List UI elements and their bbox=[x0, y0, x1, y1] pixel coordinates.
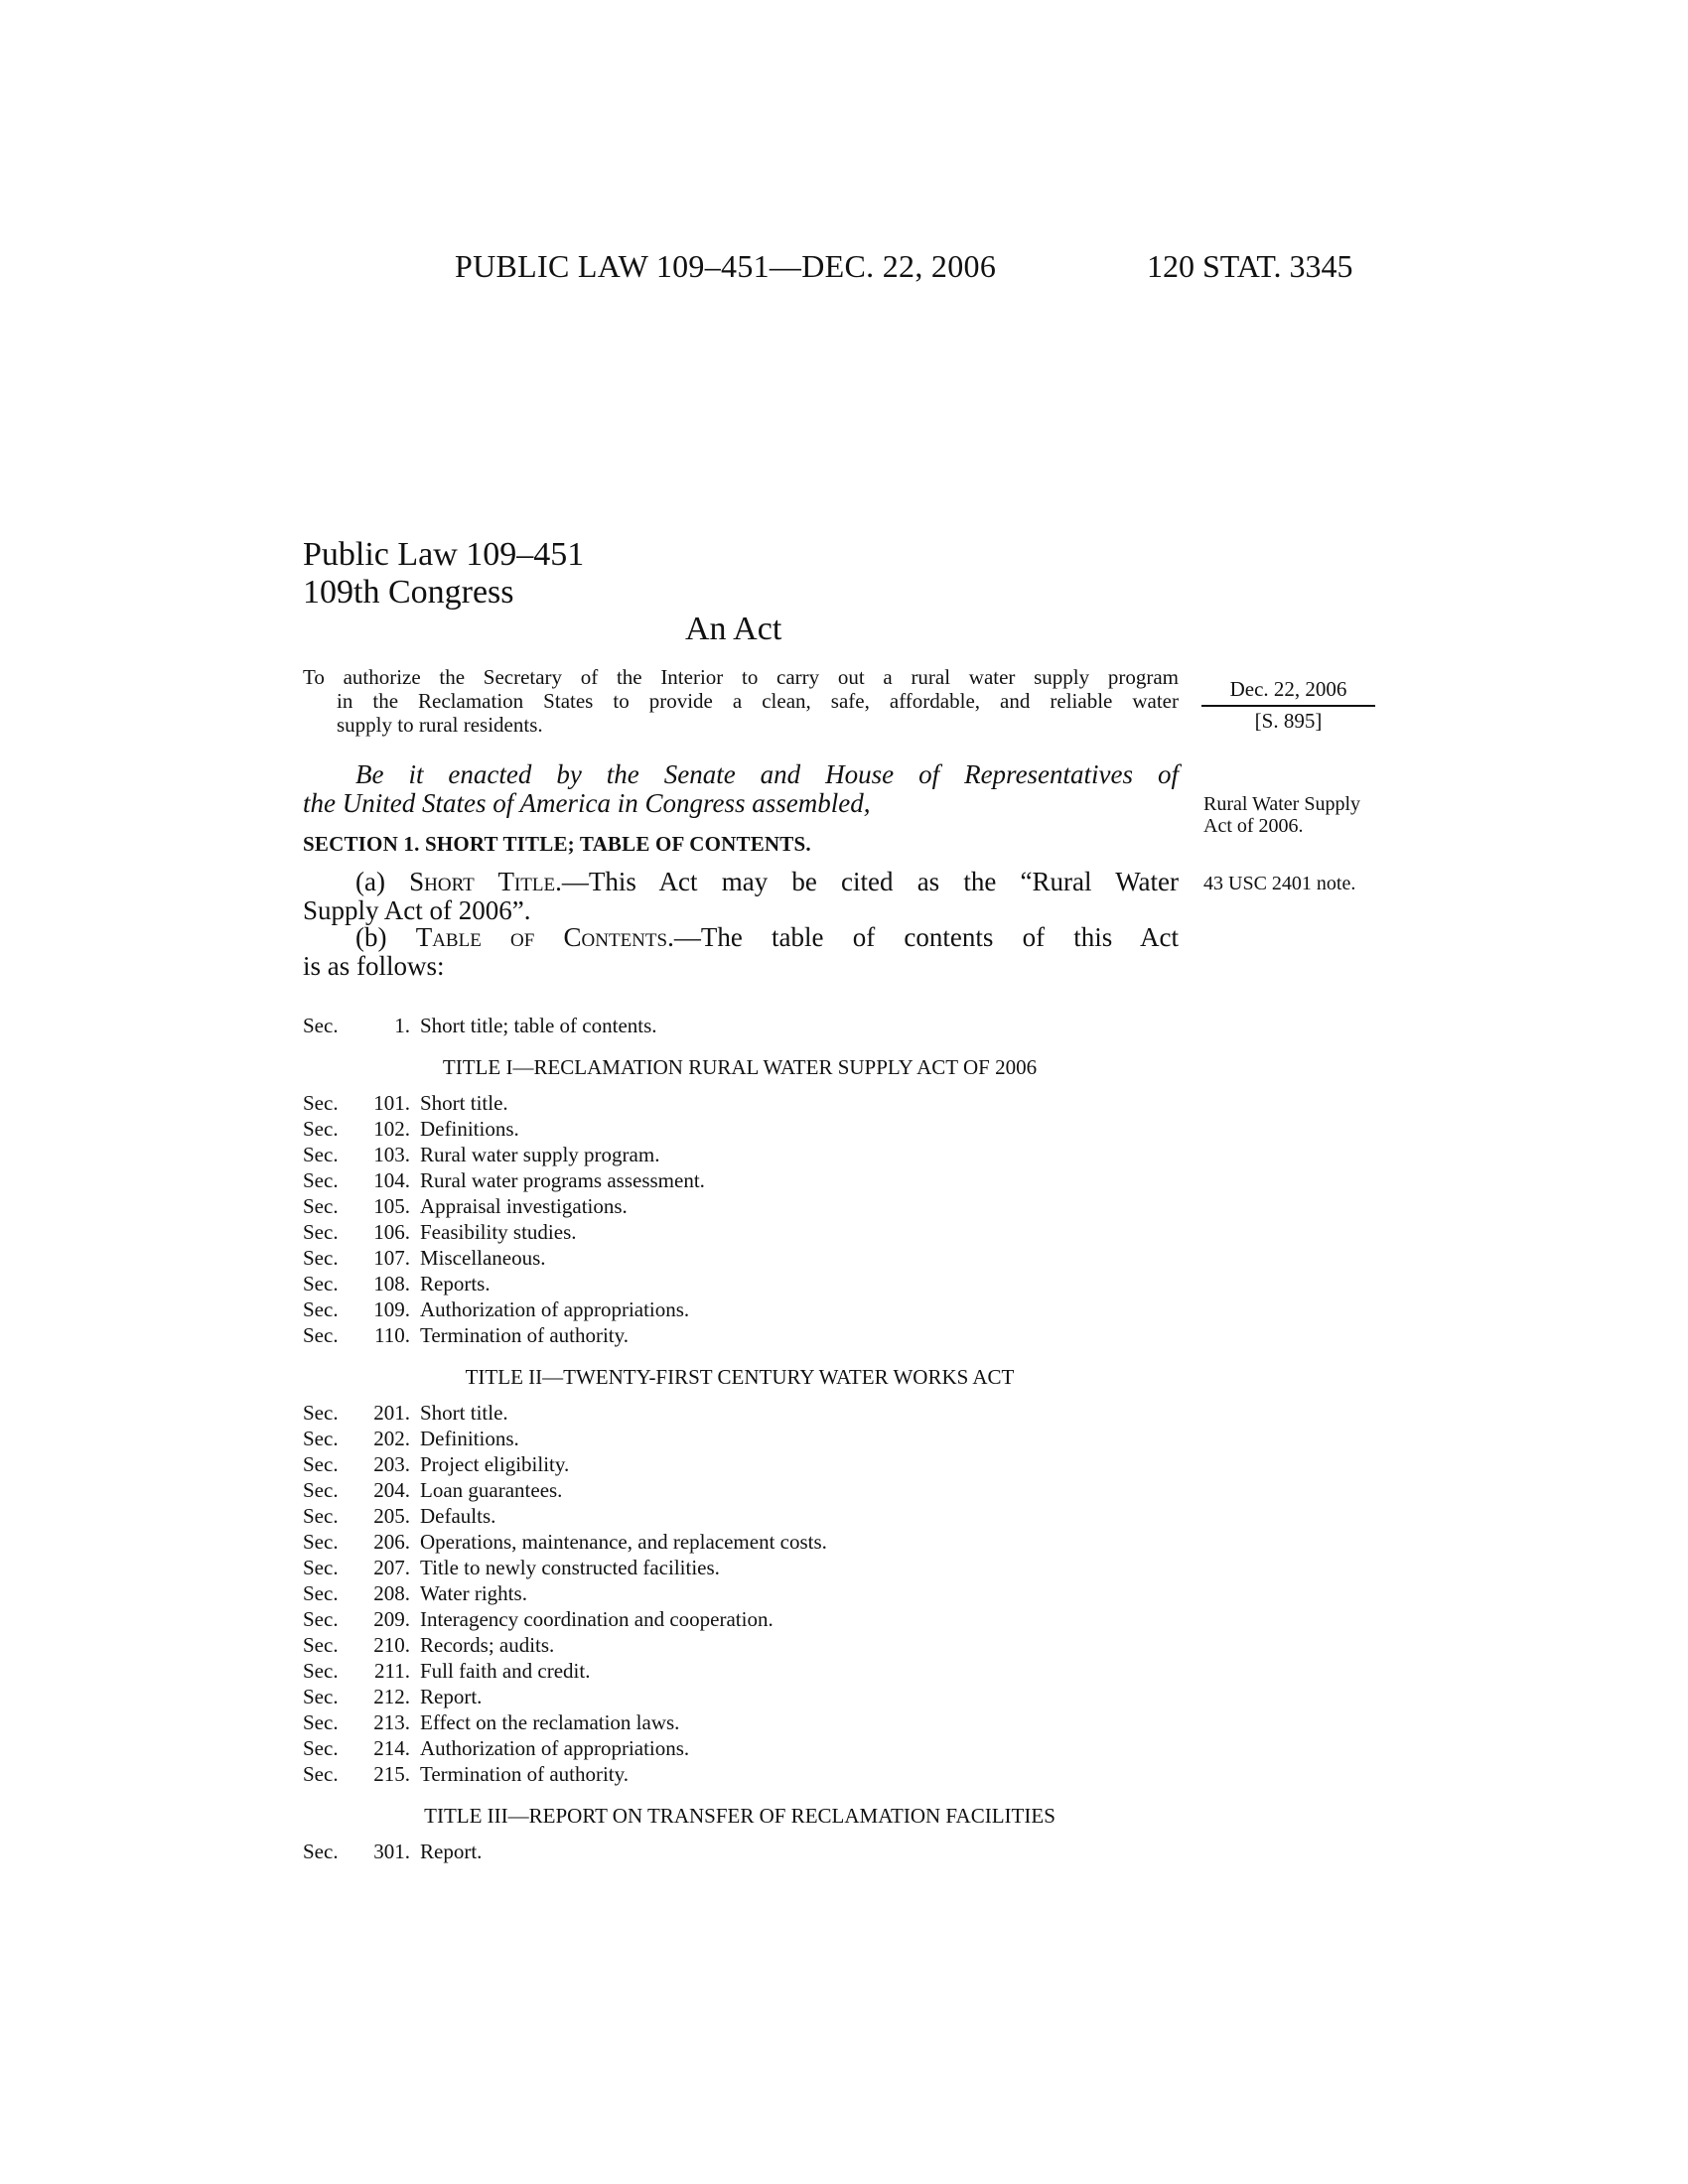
toc-title-heading: TITLE II—TWENTY-FIRST CENTURY WATER WORKS ACT bbox=[465, 1365, 1015, 1389]
toc-entry bbox=[303, 1529, 1196, 1555]
toc-title-heading-row bbox=[303, 1803, 1196, 1829]
toc-entry bbox=[303, 1684, 1196, 1709]
paragraph-b-label-open: (b) bbox=[355, 922, 416, 952]
an-act-heading: An Act bbox=[685, 611, 782, 647]
toc-entry bbox=[303, 1658, 1196, 1684]
toc-sec-prefix: Sec. bbox=[303, 1762, 339, 1786]
toc-section-number: 301. bbox=[373, 1840, 410, 1863]
toc-section-title: Authorization of appropriations. bbox=[420, 1297, 690, 1321]
paragraph-a-label-open: (a) bbox=[355, 867, 410, 896]
section-1-heading: SECTION 1. SHORT TITLE; TABLE OF CONTENTS. bbox=[303, 832, 811, 856]
toc-entry bbox=[303, 1013, 1196, 1038]
toc-section-number: 211. bbox=[374, 1659, 410, 1683]
table-of-contents bbox=[303, 1013, 1196, 1864]
toc-section-title: Appraisal investigations. bbox=[420, 1194, 628, 1218]
toc-section-number: 208. bbox=[373, 1581, 410, 1605]
running-header-stat-page: 120 STAT. 3345 bbox=[1147, 248, 1353, 284]
toc-sec-prefix: Sec. bbox=[303, 1014, 339, 1037]
paragraph-a-short-title bbox=[303, 868, 1179, 925]
toc-spacer bbox=[303, 1787, 1196, 1803]
toc-title-heading: TITLE I—RECLAMATION RURAL WATER SUPPLY ACT OF 2006 bbox=[442, 1055, 1038, 1079]
toc-section-number: 212. bbox=[373, 1685, 410, 1708]
toc-entry bbox=[303, 1116, 1196, 1142]
paragraph-b-text: .—The table of contents of this Act bbox=[667, 922, 1180, 952]
toc-section-title: Authorization of appropriations. bbox=[420, 1736, 690, 1760]
toc-sec-prefix: Sec. bbox=[303, 1168, 339, 1192]
toc-section-number: 1. bbox=[394, 1014, 410, 1037]
running-header-law-date: PUBLIC LAW 109–451—DEC. 22, 2006 bbox=[455, 248, 997, 284]
toc-sec-prefix: Sec. bbox=[303, 1401, 339, 1425]
toc-entry bbox=[303, 1735, 1196, 1761]
toc-sec-prefix: Sec. bbox=[303, 1607, 339, 1631]
paragraph-b-table-of-contents bbox=[303, 923, 1179, 981]
toc-sec-prefix: Sec. bbox=[303, 1478, 339, 1502]
toc-section-number: 214. bbox=[373, 1736, 410, 1760]
toc-section-number: 107. bbox=[373, 1246, 410, 1270]
toc-sec-prefix: Sec. bbox=[303, 1194, 339, 1218]
margin-approval-date: Dec. 22, 2006 bbox=[1201, 677, 1375, 707]
toc-spacer bbox=[303, 1829, 1196, 1839]
toc-sec-prefix: Sec. bbox=[303, 1556, 339, 1579]
toc-entry bbox=[303, 1477, 1196, 1503]
toc-section-number: 204. bbox=[373, 1478, 410, 1502]
toc-section-title: Water rights. bbox=[420, 1581, 527, 1605]
toc-entry bbox=[303, 1606, 1196, 1632]
toc-sec-prefix: Sec. bbox=[303, 1504, 339, 1528]
toc-section-title: Rural water supply program. bbox=[420, 1143, 660, 1166]
toc-section-title: Definitions. bbox=[420, 1427, 519, 1450]
enacting-clause bbox=[303, 760, 1179, 818]
toc-section-title: Short title. bbox=[420, 1091, 508, 1115]
toc-entry bbox=[303, 1709, 1196, 1735]
toc-entry bbox=[303, 1142, 1196, 1167]
toc-section-number: 105. bbox=[373, 1194, 410, 1218]
paragraph-b-line: is as follows: bbox=[303, 951, 445, 981]
toc-sec-prefix: Sec. bbox=[303, 1323, 339, 1347]
toc-section-title: Termination of authority. bbox=[420, 1762, 630, 1786]
toc-section-title: Interagency coordination and cooperation. bbox=[420, 1607, 774, 1631]
toc-section-title: Definitions. bbox=[420, 1117, 519, 1141]
toc-section-number: 109. bbox=[373, 1297, 410, 1321]
margin-usc-note: 43 USC 2401 note. bbox=[1203, 873, 1356, 894]
purpose-line: supply to rural residents. bbox=[337, 713, 543, 737]
toc-section-title: Effect on the reclamation laws. bbox=[420, 1710, 680, 1734]
toc-section-number: 215. bbox=[373, 1762, 410, 1786]
toc-title-heading-row bbox=[303, 1364, 1196, 1390]
toc-section-title: Full faith and credit. bbox=[420, 1659, 591, 1683]
toc-section-title: Miscellaneous. bbox=[420, 1246, 546, 1270]
toc-sec-prefix: Sec. bbox=[303, 1091, 339, 1115]
toc-section-title: Feasibility studies. bbox=[420, 1220, 577, 1244]
paragraph-b-label: Table of Contents bbox=[415, 922, 668, 952]
margin-short-title-note: Rural Water Supply Act of 2006. bbox=[1203, 793, 1360, 837]
toc-section-number: 102. bbox=[373, 1117, 410, 1141]
toc-section-title: Termination of authority. bbox=[420, 1323, 630, 1347]
toc-section-number: 213. bbox=[373, 1710, 410, 1734]
toc-section-title: Report. bbox=[420, 1685, 483, 1708]
enacting-line: the United States of America in Congress assembled, bbox=[303, 788, 871, 818]
toc-entry bbox=[303, 1090, 1196, 1116]
toc-section-number: 104. bbox=[373, 1168, 410, 1192]
toc-section-number: 110. bbox=[374, 1323, 410, 1347]
purpose-statement bbox=[303, 665, 1179, 737]
toc-entry bbox=[303, 1193, 1196, 1219]
toc-section-title: Rural water programs assessment. bbox=[420, 1168, 705, 1192]
toc-title-heading: TITLE III—REPORT ON TRANSFER OF RECLAMATION FACILITIES bbox=[424, 1804, 1055, 1828]
toc-section-number: 108. bbox=[373, 1272, 410, 1296]
toc-sec-prefix: Sec. bbox=[303, 1581, 339, 1605]
toc-sec-prefix: Sec. bbox=[303, 1736, 339, 1760]
paragraph-a-line: Supply Act of 2006”. bbox=[303, 895, 531, 925]
toc-sec-prefix: Sec. bbox=[303, 1143, 339, 1166]
toc-sec-prefix: Sec. bbox=[303, 1220, 339, 1244]
purpose-line: in the Reclamation States to provide a clean, safe, affordable, and reliable water bbox=[337, 689, 1179, 713]
toc-section-number: 206. bbox=[373, 1530, 410, 1554]
toc-sec-prefix: Sec. bbox=[303, 1685, 339, 1708]
toc-entry bbox=[303, 1555, 1196, 1580]
toc-entry bbox=[303, 1245, 1196, 1271]
toc-section-title: Title to newly constructed facilities. bbox=[420, 1556, 720, 1579]
toc-section-title: Loan guarantees. bbox=[420, 1478, 563, 1502]
toc-spacer bbox=[303, 1390, 1196, 1400]
toc-sec-prefix: Sec. bbox=[303, 1246, 339, 1270]
toc-entry bbox=[303, 1219, 1196, 1245]
toc-spacer bbox=[303, 1038, 1196, 1054]
toc-entry bbox=[303, 1632, 1196, 1658]
toc-section-number: 201. bbox=[373, 1401, 410, 1425]
paragraph-a-line bbox=[303, 868, 1179, 896]
toc-section-number: 101. bbox=[373, 1091, 410, 1115]
toc-entry bbox=[303, 1451, 1196, 1477]
toc-section-title: Short title. bbox=[420, 1401, 508, 1425]
toc-section-title: Defaults. bbox=[420, 1504, 496, 1528]
toc-spacer bbox=[303, 1080, 1196, 1090]
toc-section-title: Records; audits. bbox=[420, 1633, 555, 1657]
toc-entry bbox=[303, 1761, 1196, 1787]
toc-section-number: 209. bbox=[373, 1607, 410, 1631]
toc-sec-prefix: Sec. bbox=[303, 1659, 339, 1683]
toc-sec-prefix: Sec. bbox=[303, 1427, 339, 1450]
toc-sec-prefix: Sec. bbox=[303, 1710, 339, 1734]
toc-section-title: Report. bbox=[420, 1840, 483, 1863]
toc-section-number: 210. bbox=[373, 1633, 410, 1657]
toc-section-number: 205. bbox=[373, 1504, 410, 1528]
toc-section-number: 203. bbox=[373, 1452, 410, 1476]
toc-title-heading-row bbox=[303, 1054, 1196, 1080]
toc-section-number: 202. bbox=[373, 1427, 410, 1450]
enacting-line: Be it enacted by the Senate and House of Representatives of bbox=[355, 759, 1179, 789]
toc-entry bbox=[303, 1297, 1196, 1322]
toc-entry bbox=[303, 1322, 1196, 1348]
toc-section-number: 106. bbox=[373, 1220, 410, 1244]
toc-spacer bbox=[303, 1348, 1196, 1364]
toc-entry bbox=[303, 1400, 1196, 1426]
toc-entry bbox=[303, 1426, 1196, 1451]
toc-section-title: Project eligibility. bbox=[420, 1452, 570, 1476]
toc-section-number: 103. bbox=[373, 1143, 410, 1166]
toc-entry bbox=[303, 1271, 1196, 1297]
toc-entry bbox=[303, 1503, 1196, 1529]
toc-sec-prefix: Sec. bbox=[303, 1272, 339, 1296]
toc-sec-prefix: Sec. bbox=[303, 1530, 339, 1554]
congress-number: 109th Congress bbox=[303, 574, 514, 611]
paragraph-b-line bbox=[303, 923, 1179, 952]
toc-sec-prefix: Sec. bbox=[303, 1452, 339, 1476]
toc-entry bbox=[303, 1580, 1196, 1606]
toc-section-title: Reports. bbox=[420, 1272, 491, 1296]
public-law-number: Public Law 109–451 bbox=[303, 536, 585, 573]
toc-entry bbox=[303, 1167, 1196, 1193]
toc-section-title: Operations, maintenance, and replacement costs. bbox=[420, 1530, 827, 1554]
toc-entry bbox=[303, 1839, 1196, 1864]
paragraph-a-label: Short Title bbox=[409, 867, 556, 896]
purpose-line: To authorize the Secretary of the Interior to carry out a rural water supply program bbox=[303, 665, 1179, 689]
paragraph-a-text: .—This Act may be cited as the “Rural Water bbox=[555, 867, 1179, 896]
toc-sec-prefix: Sec. bbox=[303, 1297, 339, 1321]
toc-section-number: 207. bbox=[373, 1556, 410, 1579]
toc-sec-prefix: Sec. bbox=[303, 1633, 339, 1657]
toc-sec-prefix: Sec. bbox=[303, 1840, 339, 1863]
margin-bill-number: [S. 895] bbox=[1254, 709, 1323, 733]
toc-sec-prefix: Sec. bbox=[303, 1117, 339, 1141]
toc-section-title: Short title; table of contents. bbox=[420, 1014, 657, 1037]
